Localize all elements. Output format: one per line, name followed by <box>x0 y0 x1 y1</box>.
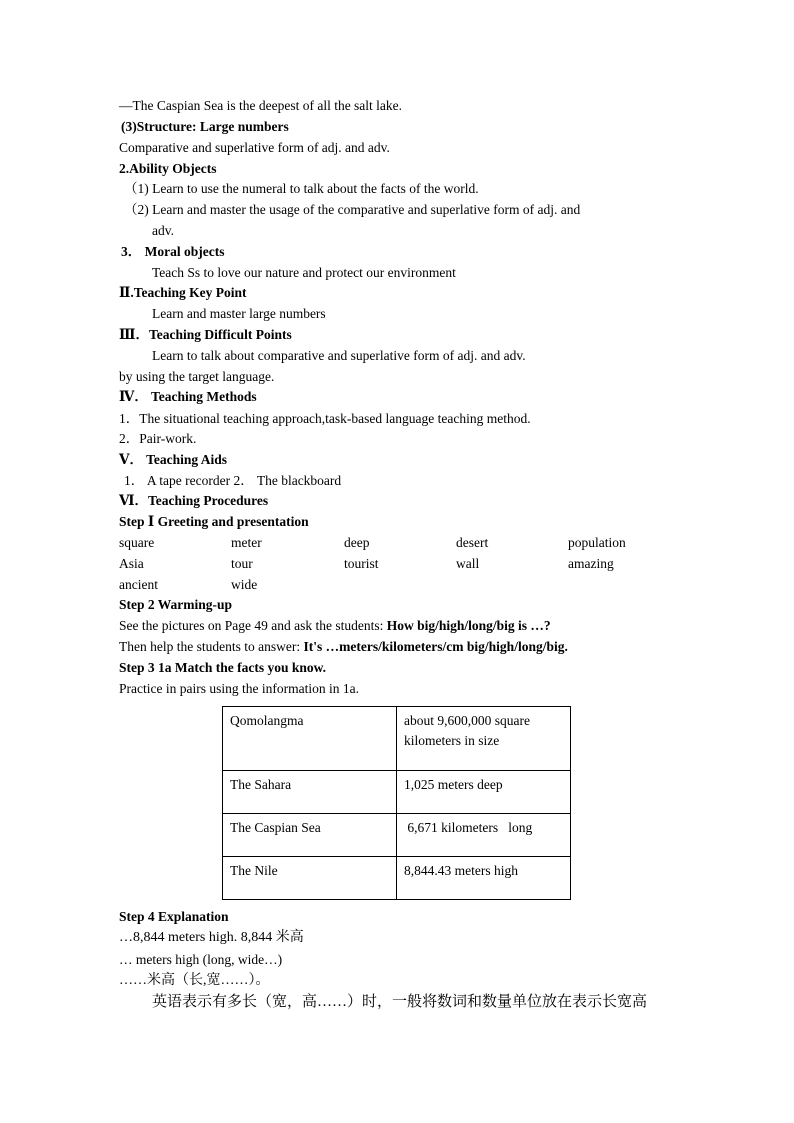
text-line: by using the target language. <box>119 369 275 384</box>
text-line: （1) Learn to use the numeral to talk about the facts of the world. <box>124 181 479 196</box>
section-heading: 2.Ability Objects <box>119 161 217 176</box>
table-cell: Qomolangma <box>223 707 397 771</box>
table-cell: 6,671 kilometers long <box>397 814 571 857</box>
vocab-word: square <box>119 535 155 550</box>
step-heading: Step Ⅰ Greeting and presentation <box>119 514 309 529</box>
text-line: （2) Learn and master the usage of the comparative and superlative form of adj. and <box>124 202 581 217</box>
text-line: Teach Ss to love our nature and protect our environment <box>152 265 456 280</box>
text-line: …8,844 meters high. 8,844 米高 <box>119 930 304 945</box>
section-heading: Ⅵ．Teaching Procedures <box>119 493 269 508</box>
section-heading: 3． Moral objects <box>121 244 225 259</box>
step-heading: Step 2 Warming-up <box>119 597 233 612</box>
text-line: Practice in pairs using the information in 1a. <box>119 681 359 696</box>
text-line: 英语表示有多长（宽，高……）时，一般将数词和数量单位放在表示长宽高 <box>152 994 648 1010</box>
text-line: 1．The situational teaching approach,task-based language teaching method. <box>119 411 531 426</box>
table-cell: The Caspian Sea <box>223 814 397 857</box>
section-heading: Ⅱ.Teaching Key Point <box>119 285 247 300</box>
text-line: Learn to talk about comparative and superlative form of adj. and adv. <box>152 348 526 363</box>
vocab-word: ancient <box>119 577 158 592</box>
text-line <box>119 637 568 657</box>
table-cell: The Sahara <box>223 771 397 814</box>
vocab-word: amazing <box>568 556 614 571</box>
vocab-word: tourist <box>344 556 379 571</box>
vocab-word: wall <box>456 556 480 571</box>
text-line <box>119 616 551 636</box>
vocab-word: population <box>568 535 626 550</box>
text-line: 2．Pair-work. <box>119 431 197 446</box>
text-line: … meters high (long, wide…) <box>119 952 283 967</box>
section-heading: Ⅳ． Teaching Methods <box>119 389 257 404</box>
vocab-word: meter <box>231 535 262 550</box>
vocab-word: wide <box>231 577 258 592</box>
section-heading: (3)Structure: Large numbers <box>121 119 289 134</box>
table-row <box>223 771 571 814</box>
table-cell: about 9,600,000 square kilometers in size <box>397 707 571 771</box>
step-heading: Step 4 Explanation <box>119 909 229 924</box>
section-heading: Ⅴ． Teaching Aids <box>119 452 228 467</box>
table-cell: 1,025 meters deep <box>397 771 571 814</box>
section-heading: Ⅲ．Teaching Difficult Points <box>119 327 292 342</box>
vocab-word: deep <box>344 535 370 550</box>
step-heading: Step 3 1a Match the facts you know. <box>119 660 327 675</box>
answer-pattern: It's …meters/kilometers/cm big/high/long/big. <box>303 639 568 654</box>
text-line: Learn and master large numbers <box>152 306 326 321</box>
text-line: ……米高（长,宽……）。 <box>119 973 270 988</box>
table-row <box>223 814 571 857</box>
text-line: —The Caspian Sea is the deepest of all the salt lake. <box>119 98 403 113</box>
prompt-text: Then help the students to answer: <box>119 639 304 654</box>
table-cell: 8,844.43 meters high <box>397 857 571 900</box>
table-cell: The Nile <box>223 857 397 900</box>
table-row <box>223 857 571 900</box>
vocab-word: tour <box>231 556 253 571</box>
facts-table <box>222 706 571 900</box>
question-pattern: How big/high/long/big is …? <box>386 618 551 633</box>
text-line: Comparative and superlative form of adj. and adv. <box>119 140 390 155</box>
text-line: adv. <box>152 223 174 238</box>
vocab-word: desert <box>456 535 489 550</box>
vocab-word: Asia <box>119 556 144 571</box>
table-row <box>223 707 571 771</box>
text-line: 1． A tape recorder 2． The blackboard <box>124 473 342 488</box>
prompt-text: See the pictures on Page 49 and ask the students: <box>119 618 387 633</box>
